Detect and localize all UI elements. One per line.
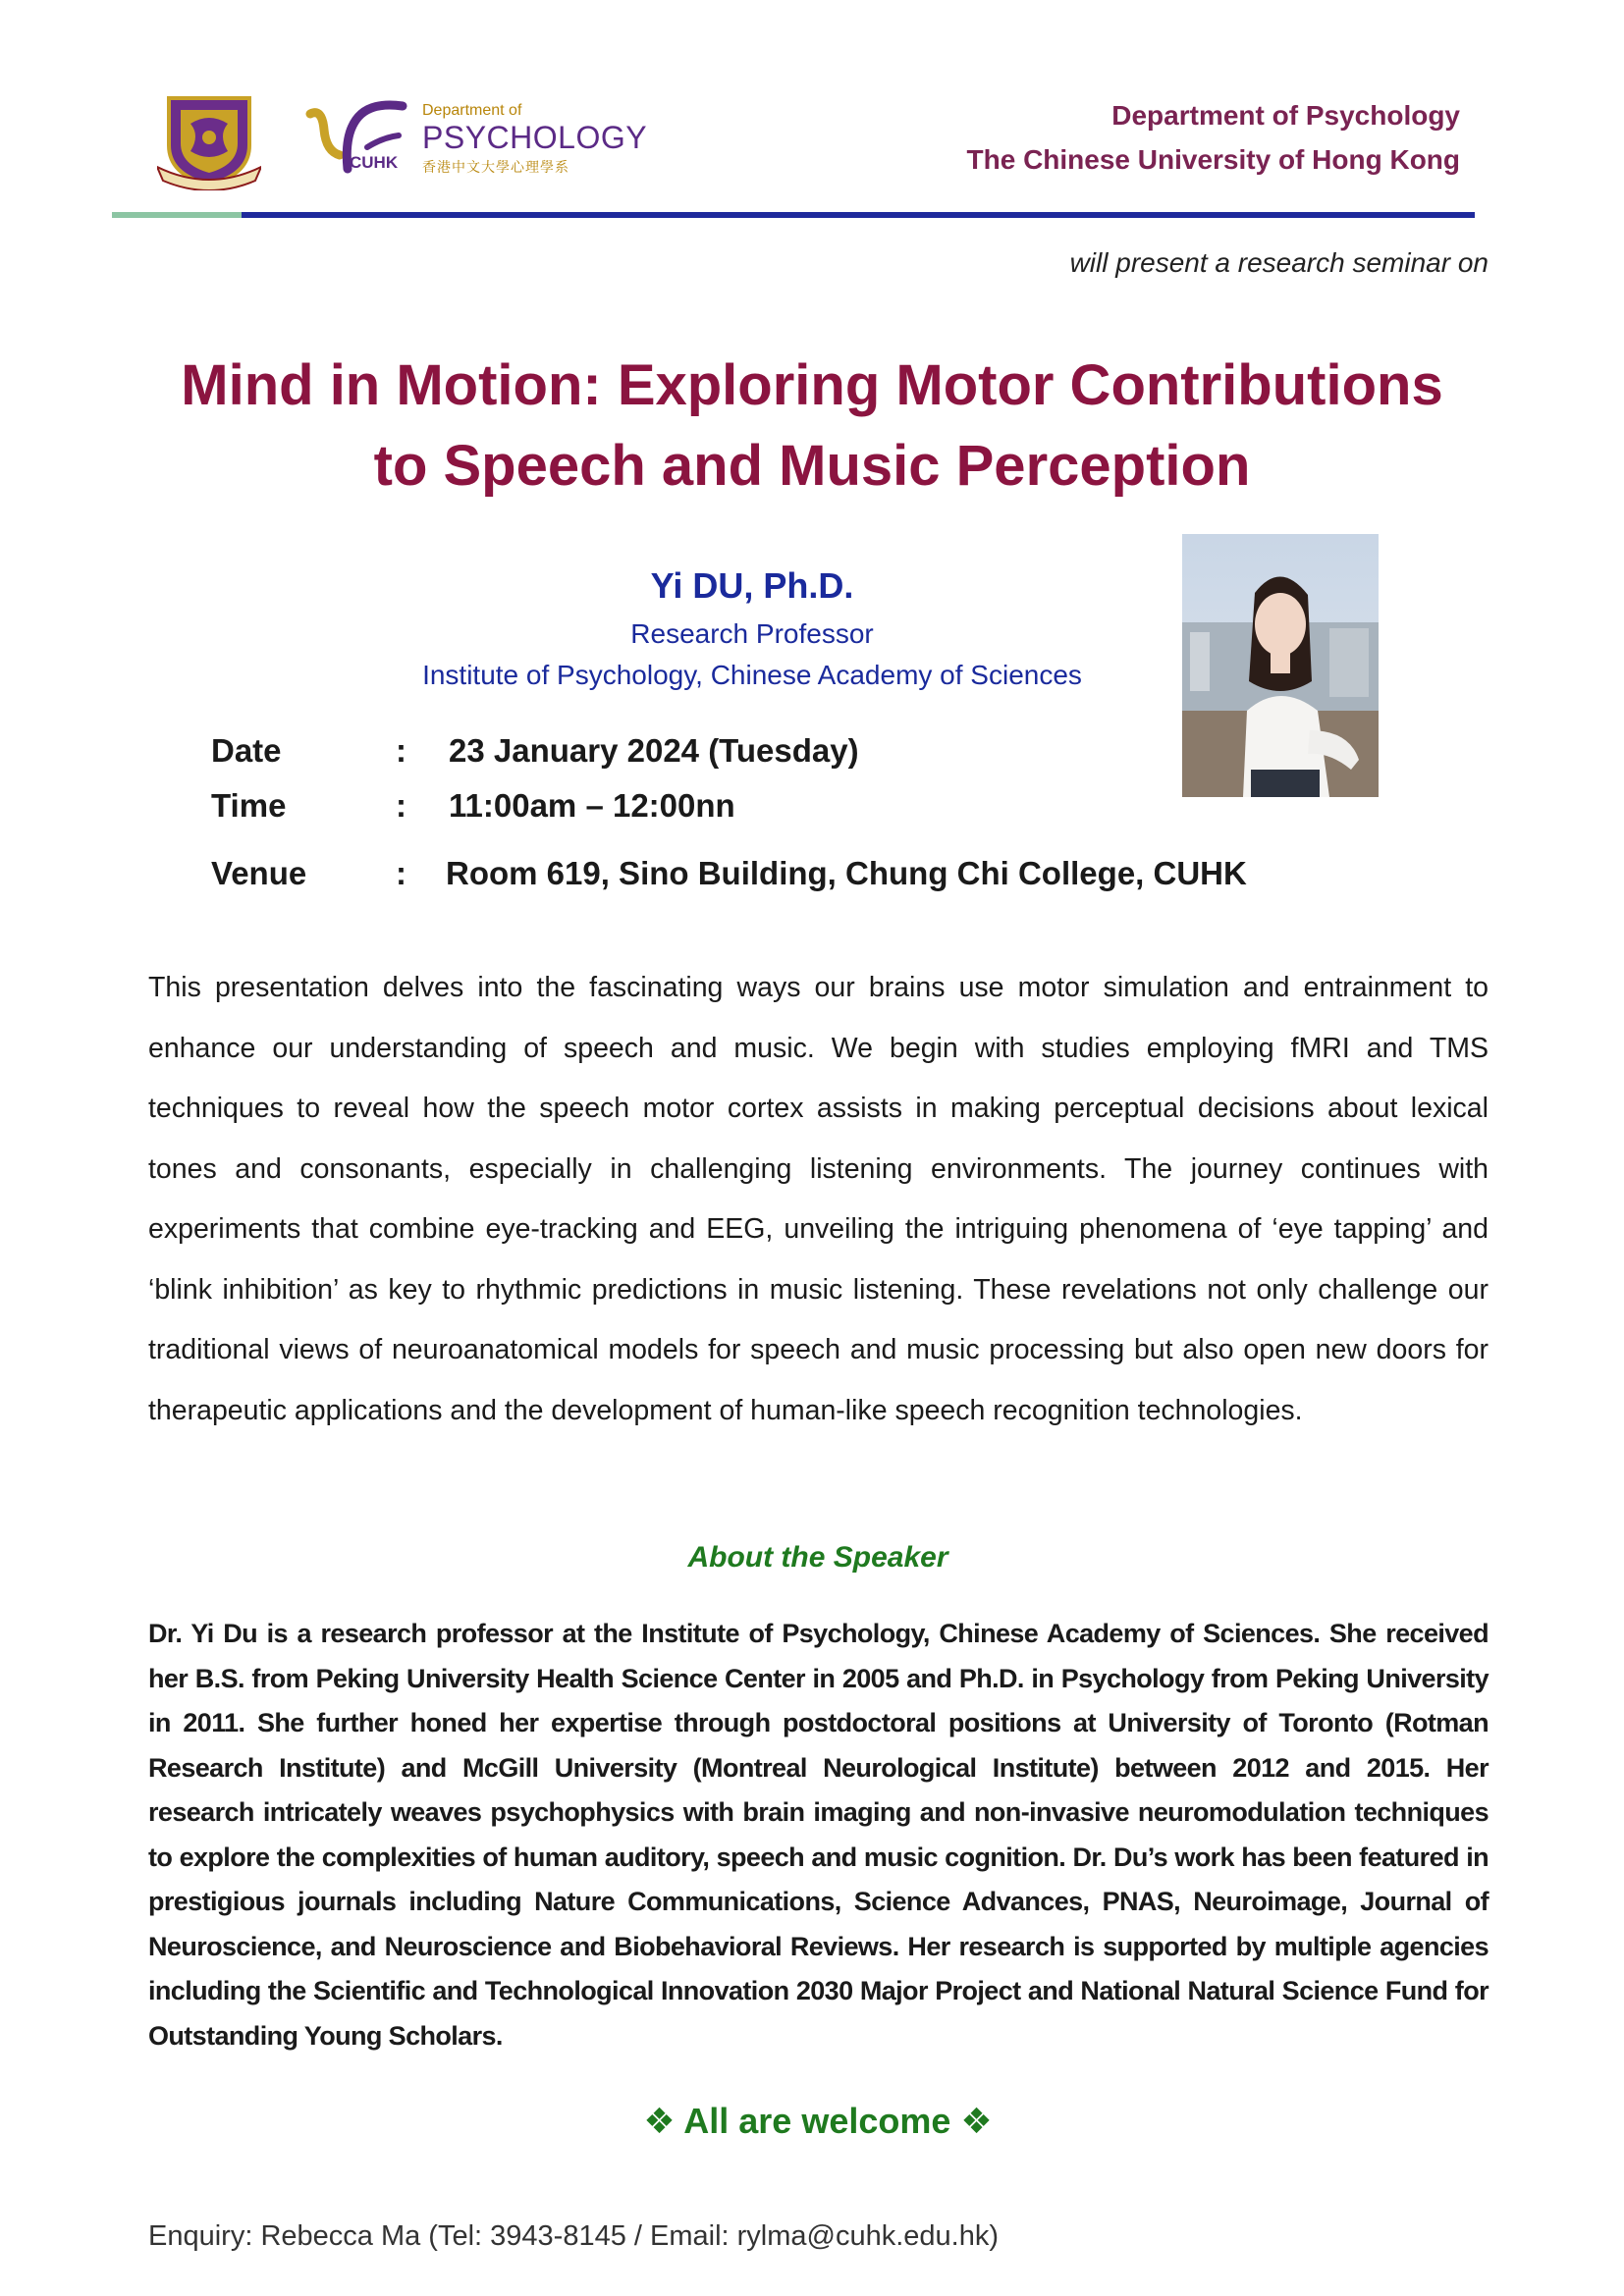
enquiry-contact: Enquiry: Rebecca Ma (Tel: 3943-8145 / Email: rylma@cuhk.edu.hk) <box>148 2220 999 2252</box>
date-label: Date <box>211 732 282 769</box>
date-value: 23 January 2024 (Tuesday) <box>449 732 859 769</box>
time-colon: : <box>396 787 406 824</box>
date-colon: : <box>396 732 406 769</box>
venue-colon: : <box>396 855 406 891</box>
time-value: 11:00am – 12:00nn <box>449 787 735 824</box>
header-rule-blue <box>242 212 1475 218</box>
about-speaker-heading: About the Speaker <box>687 1541 948 1574</box>
title-line-2: to Speech and Music Perception <box>373 434 1251 498</box>
venue-label: Venue <box>211 855 307 891</box>
logo-department-of: Department of <box>422 102 522 119</box>
welcome-message: ❖ All are welcome ❖ <box>643 2101 993 2141</box>
logo-cuhk-text: CUHK <box>350 153 399 172</box>
header-rule-green <box>112 212 242 218</box>
speaker-affiliation: Institute of Psychology, Chinese Academy of Sciences <box>422 660 1082 690</box>
logo-psychology-text: PSYCHOLOGY <box>422 120 648 155</box>
logo-chinese-text: 香港中文大學心理學系 <box>422 159 569 175</box>
cuhk-crest-logo <box>157 90 261 190</box>
university-name: The Chinese University of Hong Kong <box>966 144 1460 175</box>
speaker-bio-paragraph: Dr. Yi Du is a research professor at the Institute of Psychology, Chinese Academy of Sciences. She received her B.S. from Peking University Health Science Center in 2005 and Ph.D. in Psychology from Peking University in 2011. She further honed her expertise through postdoctoral positions at University of Toronto (Rotman Research Institute) and McGill University (Montreal Neurological Institute) between 2012 and 2015. Her research intricately weaves psychophysics with brain imaging and non-invasive neuromodulation techniques to explore the complexities of human auditory, speech and music cognition. Dr. Du’s work has been featured in prestigious journals including Nature Communications, Science Advances, PNAS, Neuroimage, Journal of Neuroscience, and Neuroscience and Biobehavioral Reviews. Her research is supported by multiple agencies including the Scientific and Technological Innovation 2030 Major Project and National Natural Science Fund for Outstanding Young Scholars. <box>148 1619 1489 2051</box>
seminar-title <box>98 346 1526 507</box>
abstract-paragraph: This presentation delves into the fascinating ways our brains use motor simulation and entrainment to enhance our understanding of speech and music. We begin with studies employing fMRI and TMS techniques to reveal how the speech motor cortex assists in making perceptual decisions about lexical tones and consonants, especially in challenging listening environments. The journey continues with experiments that combine eye-tracking and EEG, unveiling the intriguing phenomena of ‘eye tapping’ and ‘blink inhibition’ as key to rhythmic predictions in music listening. These revelations not only challenge our traditional views of neuroanatomical models for speech and music processing but also open new doors for therapeutic applications and the development of human-like speech recognition technologies. <box>148 972 1489 1426</box>
department-name: Department of Psychology <box>1111 100 1460 131</box>
time-label: Time <box>211 787 287 824</box>
title-line-1: Mind in Motion: Exploring Motor Contributions <box>181 353 1443 417</box>
venue-value: Room 619, Sino Building, Chung Chi College, CUHK <box>446 855 1247 891</box>
intro-line: will present a research seminar on <box>1069 247 1489 278</box>
speaker-name: Yi DU, Ph.D. <box>650 565 854 606</box>
speaker-position: Research Professor <box>630 618 874 649</box>
